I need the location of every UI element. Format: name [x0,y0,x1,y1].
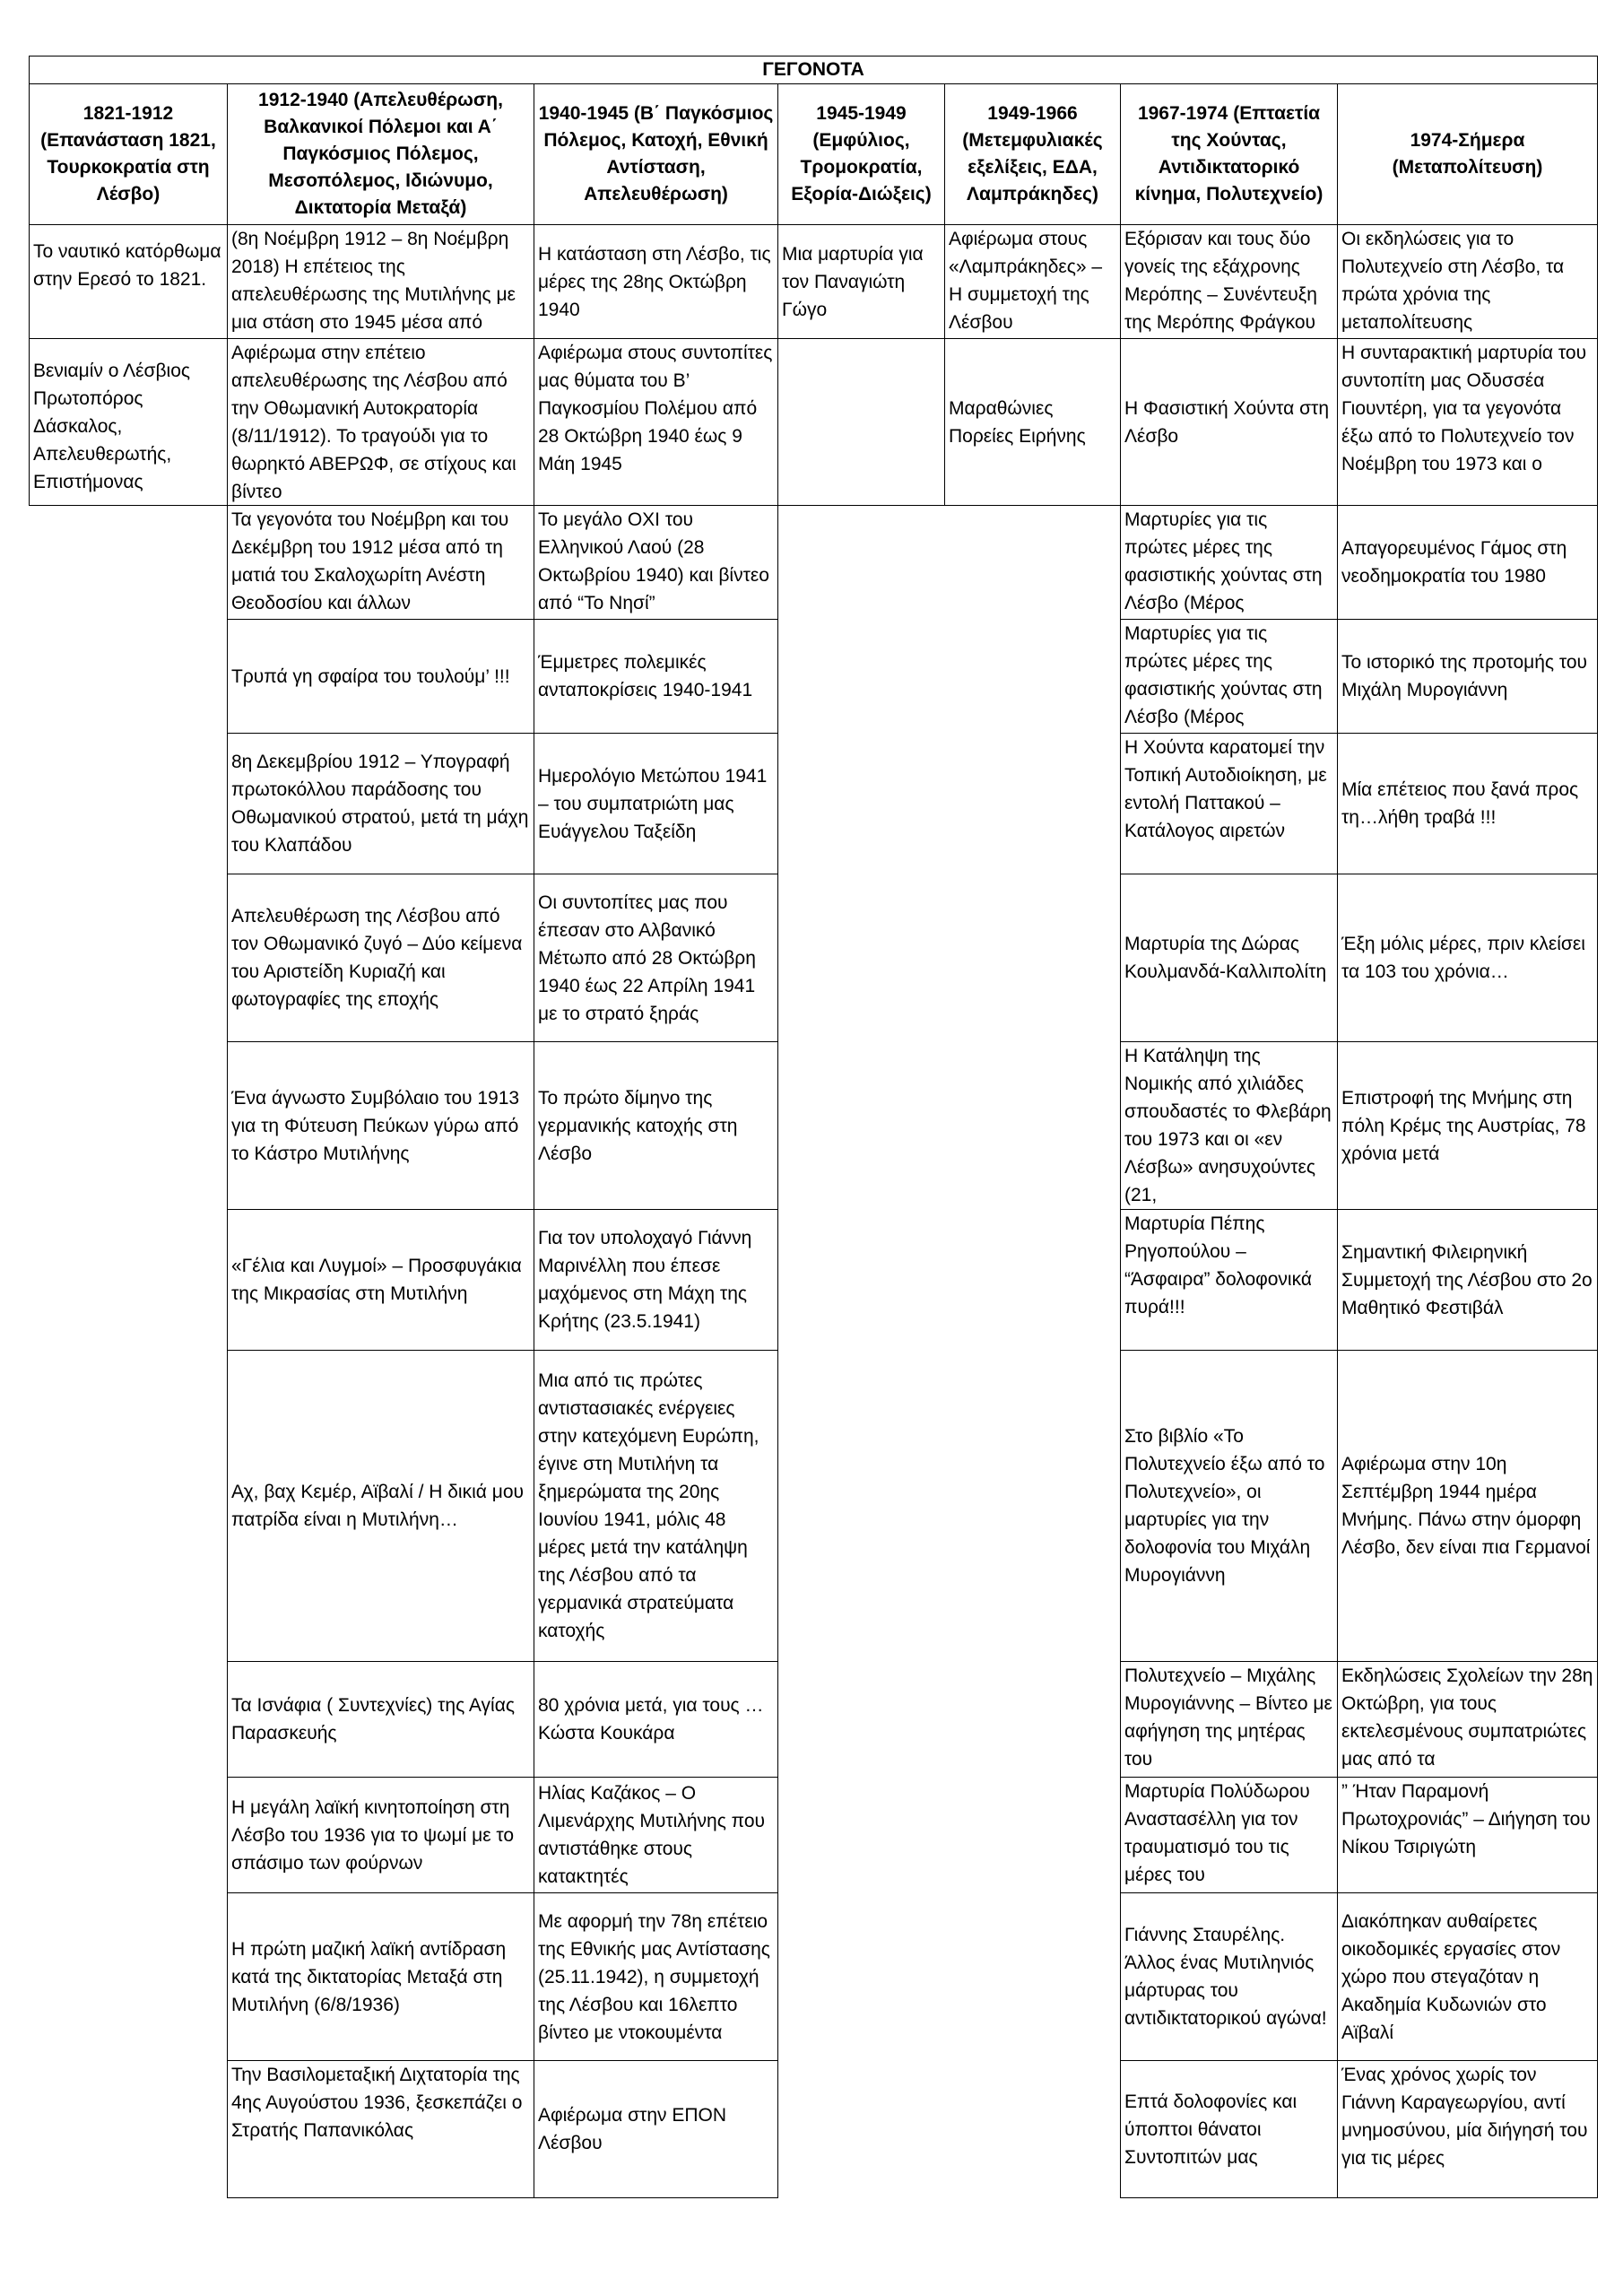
entry-1974-7[interactable]: Επιστροφή της Μνήμης στη πόλη Κρέμς της Αυστρίας, 78 χρόνια μετά [1337,1041,1598,1210]
entry-1940-8[interactable]: Για τον υπολοχαγό Γιάννη Μαρινέλλη που έπεσε μαχόμενος στη Μάχη της Κρήτης (23.5.1941) [534,1209,778,1351]
entry-1940-2[interactable]: Αφιέρωμα στους συντοπίτες μας θύματα του Β’ Παγκοσμίου Πολέμου από 28 Οκτώβρη 1940 έως 9 Μάη 1945 [534,338,778,506]
entry-1967-13[interactable]: Επτά δολοφονίες και ύποπτοι θάνατοι Συντοπιτών μας [1120,2060,1338,2198]
entry-1974-3[interactable]: Απαγορευμένος Γάμος στη νεοδημοκρατία του 1980 [1337,505,1598,620]
entry-1940-10[interactable]: 80 χρόνια μετά, για τους … Κώστα Κουκάρα [534,1661,778,1778]
header-1940-1945: 1940-1945 (Β΄ Παγκόσμιος Πόλεμος, Κατοχή, Εθνική Αντίσταση, Απελευθέρωση) [534,83,778,225]
entry-1940-6[interactable]: Οι συντοπίτες μας που έπεσαν στο Αλβανικό Μέτωπο από 28 Οκτώβρη 1940 έως 22 Απρίλη 1941 με το στρατό ξηράς [534,874,778,1042]
entry-1974-2[interactable]: Η συνταρακτική μαρτυρία του συντοπίτη μας Οδυσσέα Γιουντέρη, για τα γεγονότα έξω από το Πολυτεχνείο τον Νοέμβρη του 1973 και ο [1337,338,1598,506]
header-1967-1974: 1967-1974 (Επταετία της Χούντας, Αντιδικτατορικό κίνημα, Πολυτεχνείο) [1120,83,1338,225]
entry-1949-2[interactable]: Μαραθώνιες Πορείες Ειρήνης [944,338,1121,506]
entry-1974-6[interactable]: Έξη μόλις μέρες, πριν κλείσει τα 103 του χρόνια… [1337,874,1598,1042]
entry-1974-4[interactable]: Το ιστορικό της προτομής του Μιχάλη Μυρογιάννη [1337,619,1598,734]
entry-1967-1[interactable]: Εξόρισαν και τους δύο γονείς της εξάχρονης Μερόπης – Συνέντευξη της Μερόπης Φράγκου [1120,224,1338,339]
entry-1967-8[interactable]: Μαρτυρία Πέπης Ρηγοπούλου – “Άσφαιρα” δολοφονικά πυρά!!! [1120,1209,1338,1351]
entry-1912-1[interactable]: (8η Νοέμβρη 1912 – 8η Νοέμβρη 2018) Η επέτειος της απελευθέρωσης της Μυτιλήνης με μια στάση στο 1945 μέσα από [227,224,534,339]
entry-1967-2[interactable]: Η Φασιστική Χούντα στη Λέσβο [1120,338,1338,506]
entry-1912-8[interactable]: «Γέλια και Λυγμοί» – Προσφυγάκια της Μικρασίας στη Μυτιλήνη [227,1209,534,1351]
entry-1940-13[interactable]: Αφιέρωμα στην ΕΠΟΝ Λέσβου [534,2060,778,2198]
entry-1912-9[interactable]: Αχ, βαχ Κεμέρ, Αϊβαλί / Η δικιά μου πατρίδα είναι η Μυτιλήνη… [227,1350,534,1662]
table-title [29,56,1598,84]
entry-1821-1[interactable]: Το ναυτικό κατόρθωμα στην Ερεσό το 1821. [29,224,228,339]
entry-1974-8[interactable]: Σημαντική Φιλειρηνική Συμμετοχή της Λέσβου στο 2ο Μαθητικό Φεστιβάλ [1337,1209,1598,1351]
entry-1912-12[interactable]: Η πρώτη μαζική λαϊκή αντίδραση κατά της δικτατορίας Μεταξά στη Μυτιλήνη (6/8/1936) [227,1892,534,2061]
table-title-text: ΓΕΓΟΝΟΤΑ [762,59,864,80]
header-1912-1940: 1912-1940 (Απελευθέρωση, Βαλκανικοί Πόλεμοι και Α΄ Παγκόσμιος Πόλεμος, Μεσοπόλεμος, Ιδιώνυμο, Δικτατορία Μεταξά) [227,83,534,225]
entry-1912-5[interactable]: 8η Δεκεμβρίου 1912 – Υπογραφή πρωτοκόλλου παράδοσης του Οθωμανικού στρατού, μετά τη μάχη του Κλαπάδου [227,733,534,874]
entry-1940-7[interactable]: Το πρώτο δίμηνο της γερμανικής κατοχής στη Λέσβο [534,1041,778,1210]
entry-1821-2[interactable]: Βενιαμίν ο Λέσβιος Πρωτοπόρος Δάσκαλος, Απελευθερωτής, Επιστήμονας [29,338,228,506]
entry-1974-10[interactable]: Εκδηλώσεις Σχολείων την 28η Οκτώβρη, για τους εκτελεσμένους συμπατριώτες μας από τα [1337,1661,1598,1778]
entry-1967-6[interactable]: Μαρτυρία της Δώρας Κουλμανδά-Καλλιπολίτη [1120,874,1338,1042]
entry-1974-5[interactable]: Μία επέτειος που ξανά προς τη…λήθη τραβά !!! [1337,733,1598,874]
entry-1912-11[interactable]: Η μεγάλη λαϊκή κινητοποίηση στη Λέσβο του 1936 για το ψωμί με το σπάσιμο των φούρνων [227,1777,534,1893]
entry-1912-13[interactable]: Την Βασιλομεταξική Διχτατορία της 4ης Αυγούστου 1936, ξεσκεπάζει ο Στρατής Παπανικόλας [227,2060,534,2198]
entry-1967-4[interactable]: Μαρτυρίες για τις πρώτες μέρες της φασιστικής χούντας στη Λέσβο (Μέρος [1120,619,1338,734]
entry-1940-9[interactable]: Μια από τις πρώτες αντιστασιακές ενέργειες στην κατεχόμενη Ευρώπη, έγινε στη Μυτιλήνη τα ξημερώματα της 20ης Ιουνίου 1941, μόλις 48 μέρες μετά την κατάληψη της Λέσβου από τα γερμανικά στρατεύματα κατοχής [534,1350,778,1662]
entry-1967-11[interactable]: Μαρτυρία Πολύδωρου Αναστασέλλη για τον τραυματισμό του τις μέρες του [1120,1777,1338,1893]
entry-1974-11[interactable]: ” Ήταν Παραμονή Πρωτοχρονιάς” – Διήγηση του Νίκου Τσιριγώτη [1337,1777,1598,1893]
entry-1912-2[interactable]: Αφιέρωμα στην επέτειο απελευθέρωσης της Λέσβου από την Οθωμανική Αυτοκρατορία (8/11/1912). Το τραγούδι για το θωρηκτό ΑΒΕΡΩΦ, σε στίχους και βίντεο [227,338,534,506]
entry-1940-5[interactable]: Ημερολόγιο Μετώπου 1941 – του συμπατριώτη μας Ευάγγελου Ταξείδη [534,733,778,874]
header-1821-1912: 1821-1912 (Επανάσταση 1821, Τουρκοκρατία στη Λέσβο) [29,83,228,225]
entry-1940-12[interactable]: Με αφορμή την 78η επέτειο της Εθνικής μας Αντίστασης (25.11.1942), η συμμετοχή της Λέσβου και 16λεπτο βίντεο με ντοκουμέντα [534,1892,778,2061]
entry-1912-6[interactable]: Απελευθέρωση της Λέσβου από τον Οθωμανικό ζυγό – Δύο κείμενα του Αριστείδη Κυριαζή και φωτογραφίες της εποχής [227,874,534,1042]
entry-1940-11[interactable]: Ηλίας Καζάκος – Ο Λιμενάρχης Μυτιλήνης που αντιστάθηκε στους κατακτητές [534,1777,778,1893]
entry-1974-1[interactable]: Οι εκδηλώσεις για το Πολυτεχνείο στη Λέσβο, τα πρώτα χρόνια της μεταπολίτευσης [1337,224,1598,339]
entry-1912-7[interactable]: Ένα άγνωστο Συμβόλαιο του 1913 για τη Φύτευση Πεύκων γύρω από το Κάστρο Μυτιλήνης [227,1041,534,1210]
entry-1967-7[interactable]: Η Κατάληψη της Νομικής από χιλιάδες σπουδαστές το Φλεβάρη του 1973 και οι «εν Λέσβω» ανησυχούντες (21, [1120,1041,1338,1210]
entry-1912-4[interactable]: Τρυπά γη σφαίρα του τουλούμ’ !!! [227,619,534,734]
entry-1940-4[interactable]: Έμμετρες πολεμικές ανταποκρίσεις 1940-1941 [534,619,778,734]
entry-1940-3[interactable]: Το μεγάλο ΟΧΙ του Ελληνικού Λαού (28 Οκτωβρίου 1940) και βίντεο από “Το Νησί” [534,505,778,620]
entry-1974-9[interactable]: Αφιέρωμα στην 10η Σεπτέμβρη 1944 ημέρα Μνήμης. Πάνω στην όμορφη Λέσβο, δεν είναι πια Γερμανοί [1337,1350,1598,1662]
entry-1912-10[interactable]: Τα Ισνάφια ( Συντεχνίες) της Αγίας Παρασκευής [227,1661,534,1778]
entry-1967-3[interactable]: Μαρτυρίες για τις πρώτες μέρες της φασιστικής χούντας στη Λέσβο (Μέρος [1120,505,1338,620]
header-1949-1966: 1949-1966 (Μετεμφυλιακές εξελίξεις, ΕΔΑ, Λαμπράκηδες) [944,83,1121,225]
entry-1949-1[interactable]: Αφιέρωμα στους «Λαμπράκηδες» – Η συμμετοχή της Λέσβου [944,224,1121,339]
header-1945-1949: 1945-1949 (Εμφύλιος, Τρομοκρατία, Εξορία-Διώξεις) [777,83,945,225]
entry-1945-1[interactable]: Μια μαρτυρία για τον Παναγιώτη Γώγο [777,224,945,339]
header-1974-today: 1974-Σήμερα (Μεταπολίτευση) [1337,83,1598,225]
entry-1967-5[interactable]: Η Χούντα καρατομεί την Τοπική Αυτοδιοίκηση, με εντολή Παττακού – Κατάλογος αιρετών [1120,733,1338,874]
entry-1967-12[interactable]: Γιάννης Σταυρέλης. Άλλος ένας Μυτιληνιός μάρτυρας του αντιδικτατορικού αγώνα! [1120,1892,1338,2061]
entry-1945-empty [777,338,945,506]
entry-1967-10[interactable]: Πολυτεχνείο – Μιχάλης Μυρογιάννης – Βίντεο με αφήγηση της μητέρας του [1120,1661,1338,1778]
entry-1974-12[interactable]: Διακόπηκαν αυθαίρετες οικοδομικές εργασίες στον χώρο που στεγαζόταν η Ακαδημία Κυδωνιών στο Αϊβαλί [1337,1892,1598,2061]
entry-1940-1[interactable]: Η κατάσταση στη Λέσβο, τις μέρες της 28ης Οκτώβρη 1940 [534,224,778,339]
entry-1967-9[interactable]: Στο βιβλίο «Το Πολυτεχνείο έξω από το Πολυτεχνείο», οι μαρτυρίες για την δολοφονία του Μιχάλη Μυρογιάννη [1120,1350,1338,1662]
entry-1974-13[interactable]: Ένας χρόνος χωρίς τον Γιάννη Καραγεωργίου, αντί μνημοσύνου, μία διήγησή του για τις μέρες [1337,2060,1598,2198]
entry-1912-3[interactable]: Τα γεγονότα του Νοέμβρη και του Δεκέμβρη του 1912 μέσα από τη ματιά του Σκαλοχωρίτη Ανέστη Θεοδοσίου και άλλων [227,505,534,620]
